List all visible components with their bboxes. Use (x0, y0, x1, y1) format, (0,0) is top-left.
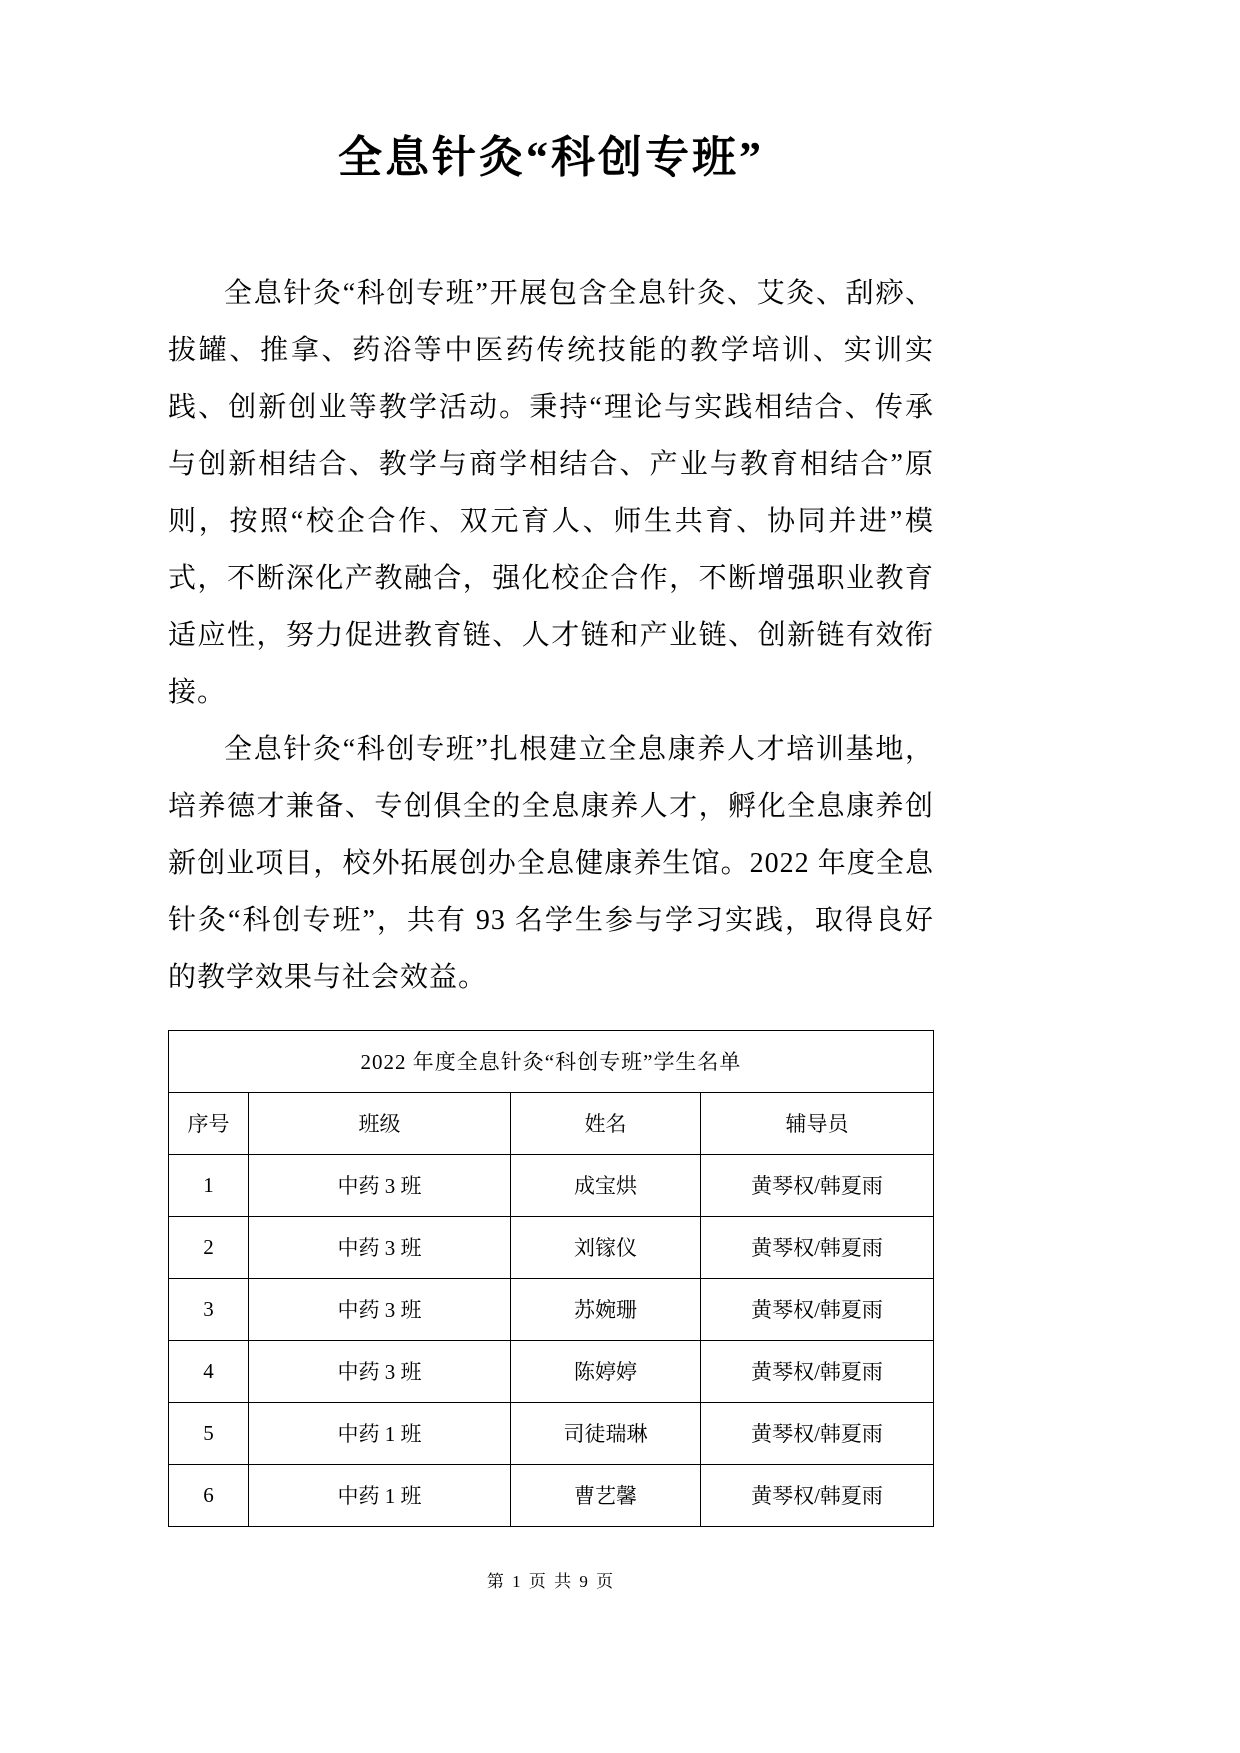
table-row (169, 1340, 934, 1402)
student-table (168, 1030, 934, 1527)
table-cell: 中药 3 班 (249, 1340, 511, 1402)
table-cell: 成宝烘 (511, 1154, 701, 1216)
table-cell: 黄琴权/韩夏雨 (701, 1464, 934, 1526)
paragraph: 全息针灸“科创专班”扎根建立全息康养人才培训基地，培养德才兼备、专创俱全的全息康养人才，孵化全息康养创新创业项目，校外拓展创办全息健康养生馆。2022 年度全息针灸“科创专班”，共有 93 名学生参与学习实践，取得良好的教学效果与社会效益。 (168, 733, 934, 993)
table-row (169, 1216, 934, 1278)
page-footer: 第 1 页 共 9 页 (486, 1571, 616, 1591)
table-cell: 黄琴权/韩夏雨 (701, 1340, 934, 1402)
table-caption-row (169, 1030, 934, 1092)
table-row (169, 1278, 934, 1340)
document-content (168, 0, 934, 1592)
table-cell: 曹艺馨 (511, 1464, 701, 1526)
column-header-index: 序号 (169, 1092, 249, 1154)
table-cell: 司徒瑞琳 (511, 1402, 701, 1464)
table-cell: 3 (169, 1278, 249, 1340)
student-table-body (169, 1154, 934, 1526)
document-title: 全息针灸“科创专班” (338, 133, 764, 182)
table-cell: 刘镓仪 (511, 1216, 701, 1278)
table-cell: 苏婉珊 (511, 1278, 701, 1340)
table-cell: 黄琴权/韩夏雨 (701, 1278, 934, 1340)
table-cell: 中药 3 班 (249, 1216, 511, 1278)
table-cell: 1 (169, 1154, 249, 1216)
table-cell: 中药 3 班 (249, 1154, 511, 1216)
table-row (169, 1402, 934, 1464)
table-cell: 黄琴权/韩夏雨 (701, 1216, 934, 1278)
column-header-name: 姓名 (511, 1092, 701, 1154)
table-caption: 2022 年度全息针灸“科创专班”学生名单 (169, 1030, 934, 1092)
table-cell: 中药 3 班 (249, 1278, 511, 1340)
table-cell: 陈婷婷 (511, 1340, 701, 1402)
table-cell: 5 (169, 1402, 249, 1464)
table-row (169, 1464, 934, 1526)
paragraph: 全息针灸“科创专班”开展包含全息针灸、艾灸、刮痧、拔罐、推拿、药浴等中医药传统技能的教学培训、实训实践、创新创业等教学活动。秉持“理论与实践相结合、传承与创新相结合、教学与商学相结合、产业与教育相结合”原则，按照“校企合作、双元育人、师生共育、协同并进”模式，不断深化产教融合，强化校企合作，不断增强职业教育适应性，努力促进教育链、人才链和产业链、创新链有效衔接。 (168, 277, 934, 708)
table-cell: 黄琴权/韩夏雨 (701, 1154, 934, 1216)
column-header-advisor: 辅导员 (701, 1092, 934, 1154)
body-text (168, 265, 934, 1006)
table-cell: 2 (169, 1216, 249, 1278)
table-cell: 6 (169, 1464, 249, 1526)
table-cell: 4 (169, 1340, 249, 1402)
table-cell: 中药 1 班 (249, 1464, 511, 1526)
table-cell: 中药 1 班 (249, 1402, 511, 1464)
table-cell: 黄琴权/韩夏雨 (701, 1402, 934, 1464)
column-header-class: 班级 (249, 1092, 511, 1154)
table-header-row (169, 1092, 934, 1154)
table-row (169, 1154, 934, 1216)
